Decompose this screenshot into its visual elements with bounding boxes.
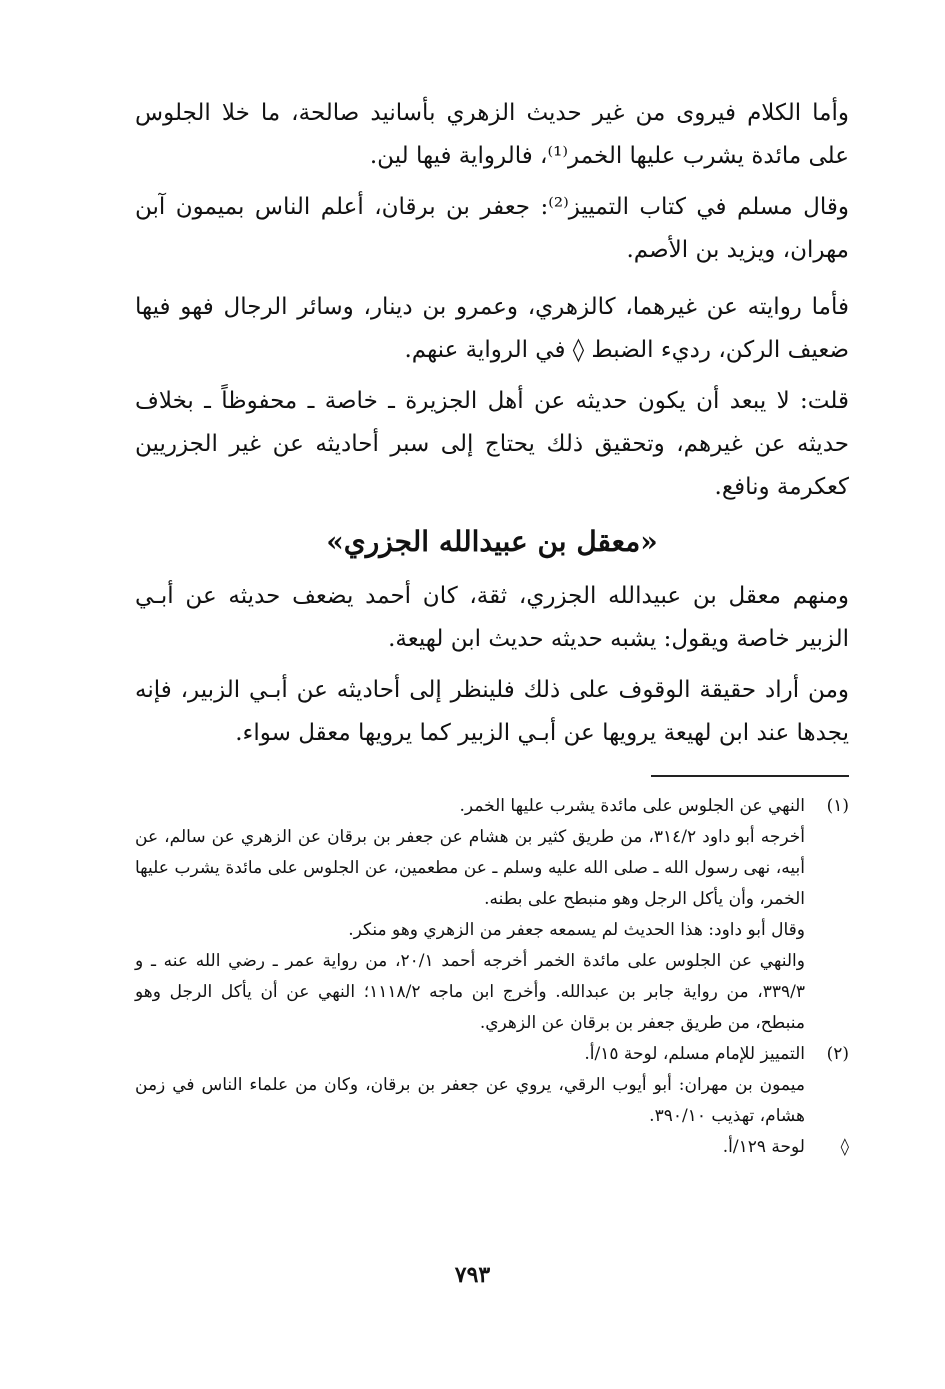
paragraph: فأما روايته عن غيرهما، كالزهري، وعمرو بن دينار، وسائر الرجال فهو فيها ضعيف الركن، رديء الضبط ◊ في الرواية عنهم. xyxy=(135,294,849,363)
footnote-number: (١) xyxy=(826,796,849,816)
footnote-line: لوحة ١٢٩/أ. xyxy=(722,1137,805,1157)
footnote-line: وقال أبو داود: هذا الحديث لم يسمعه جعفر من الزهري وهو منكر. xyxy=(348,920,805,940)
paragraph: وقال مسلم في كتاب التمييز⁽²⁾: جعفر بن برقان، أعلم الناس بميمون آبن مهران، ويزيد بن الأصم. xyxy=(135,194,849,263)
page-number: ٧٩٣ xyxy=(454,1262,491,1288)
footnote-line: التمييز للإمام مسلم، لوحة ١٥/أ. xyxy=(584,1044,805,1064)
footnote-number: (٢) xyxy=(826,1044,849,1064)
footnote-2 xyxy=(135,1039,849,1132)
footnote-line: ميمون بن مهران: أبو أيوب الرقي، يروي عن جعفر بن برقان، وكان من علماء الناس في زمن هشام، تهذيب ٣٩٠/١٠. xyxy=(135,1075,805,1126)
footnotes xyxy=(135,791,849,1163)
paragraph: وأما الكلام فيروى من غير حديث الزهري بأسانيد صالحة، ما خلا الجلوس على مائدة يشرب عليها الخمر⁽¹⁾، فالرواية فيها لين. xyxy=(135,100,849,169)
footnote-3 xyxy=(135,1132,849,1163)
page-body xyxy=(135,92,849,1163)
paragraph: قلت: لا يبعد أن يكون حديثه عن أهل الجزيرة ـ خاصة ـ محفوظاً ـ بخلاف حديثه عن غيرهم، وتحقيق ذلك يحتاج إلى سبر أحاديثه عن غير الجزريين كعكرمة ونافع. xyxy=(135,388,849,500)
diamond-icon: ◊ xyxy=(840,1137,849,1157)
footnote-divider xyxy=(651,775,849,777)
paragraph: ومنهم معقل بن عبيدالله الجزري، ثقة، كان أحمد يضعف حديثه عن أبـي الزبير خاصة ويقول: يشبه حديثه حديث ابن لهيعة. xyxy=(135,583,849,652)
footnote-line: والنهي عن الجلوس على مائدة الخمر أخرجه أحمد ٢٠/١، من رواية عمر ـ رضي الله عنه ـ و ٣٣٩/٣، من رواية جابر بن عبدالله. وأخرج ابن ماجه ١١١٨/٢؛ النهي عن أن يأكل الرجل وهو منبطح، من طريق جعفر بن برقان عن الزهري. xyxy=(135,951,805,1033)
footnote-line: أخرجه أبو داود ٣١٤/٢، من طريق كثير بن هشام عن جعفر بن برقان عن الزهري عن سالم، عن أبيه، نهى رسول الله ـ صلى الله عليه وسلم ـ عن مطعمين، عن الجلوس على مائدة يشرب عليها الخمر، وأن يأكل الرجل وهو منبطح على بطنه. xyxy=(135,827,805,909)
paragraph: ومن أراد حقيقة الوقوف على ذلك فلينظر إلى أحاديثه عن أبـي الزبير، فإنه يجدها عند ابن لهيعة يرويها عن أبـي الزبير كما يرويها معقل سواء. xyxy=(135,677,849,746)
footnote-1 xyxy=(135,791,849,1039)
footnote-line: النهي عن الجلوس على مائدة يشرب عليها الخمر. xyxy=(459,796,805,816)
section-title: «معقل بن عبيدالله الجزري» xyxy=(326,525,658,558)
